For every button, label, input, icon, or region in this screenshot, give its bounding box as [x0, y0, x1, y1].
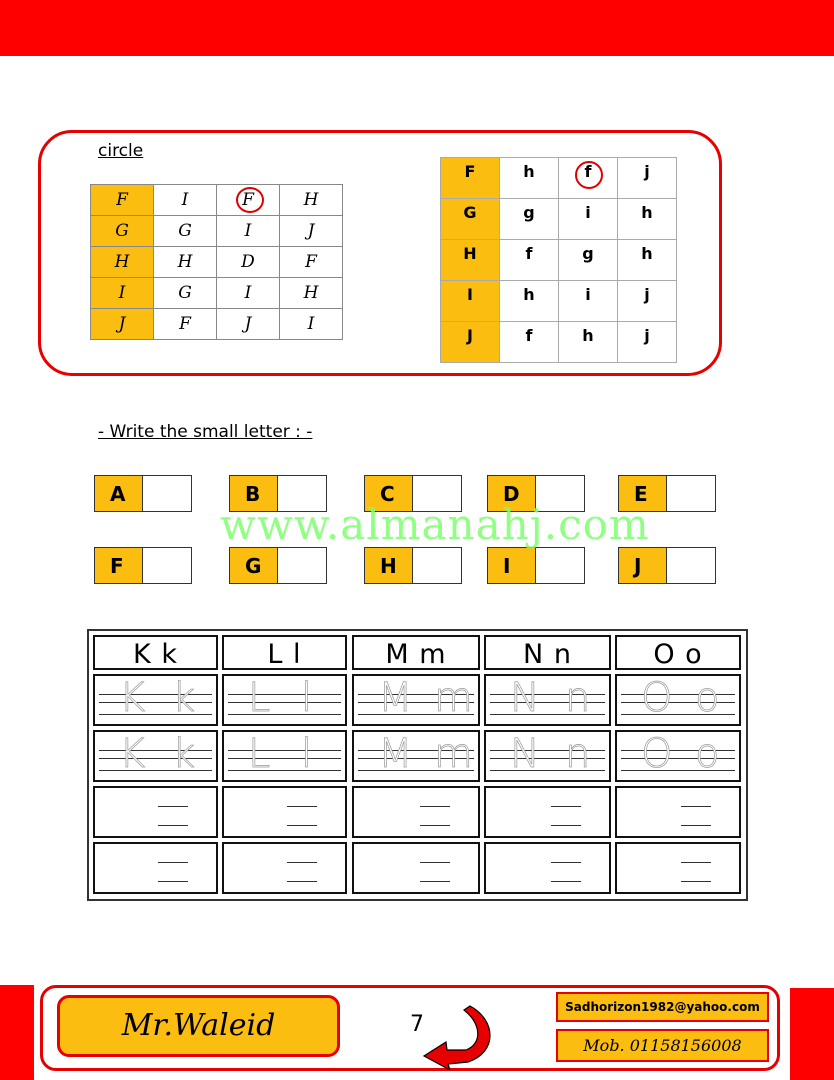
writing-cell[interactable] [484, 786, 611, 838]
trace-cell[interactable] [484, 674, 611, 726]
trace-cell[interactable] [615, 674, 741, 726]
capital-letter: G [230, 548, 278, 583]
table-row [91, 247, 343, 278]
letter-cell-circled[interactable] [217, 185, 280, 216]
answer-box[interactable] [667, 548, 715, 583]
trace-capital: M [378, 731, 413, 777]
trace-cell[interactable] [352, 674, 480, 726]
page-number: 7 [410, 1012, 424, 1037]
letter-cell[interactable]: j [618, 322, 677, 363]
capital-letter: J [619, 548, 667, 583]
trace-cell[interactable] [484, 730, 611, 782]
row-head-cell: J [441, 322, 500, 363]
guide-line [420, 806, 450, 807]
practice-header-label: L l [267, 639, 302, 670]
email-label: Sadhorizon1982@yahoo.com [556, 992, 769, 1022]
letter-pair-j [618, 547, 716, 584]
guide-line [287, 881, 317, 882]
letter-cell[interactable]: h [618, 199, 677, 240]
trace-small: l [301, 675, 313, 721]
trace-cell[interactable] [615, 730, 741, 782]
trace-small: n [565, 731, 591, 777]
sans-letter-table [440, 157, 677, 363]
trace-small: k [172, 675, 196, 721]
letter-pair-g [229, 547, 327, 584]
guide-line [228, 714, 341, 715]
guide-line [551, 806, 581, 807]
guide-line [158, 825, 188, 826]
letter-text: f [584, 162, 592, 181]
letter-cell[interactable]: h [500, 158, 559, 199]
letter-pair-h [364, 547, 462, 584]
row-head-cell: I [441, 281, 500, 322]
guide-line [228, 758, 341, 759]
trace-cell[interactable] [352, 730, 480, 782]
letter-cell[interactable]: h [559, 322, 618, 363]
letter-cell[interactable]: j [618, 281, 677, 322]
letter-cell[interactable]: G [154, 216, 217, 247]
trace-cell[interactable] [93, 730, 218, 782]
table-row [441, 322, 677, 363]
guide-line [420, 881, 450, 882]
row-head-cell: J [91, 309, 154, 340]
serif-letter-table [90, 184, 343, 340]
guide-line [158, 862, 188, 863]
guide-line [158, 806, 188, 807]
practice-header-label: N n [523, 639, 572, 670]
circle-title: circle [98, 141, 144, 161]
trace-capital: N [510, 675, 540, 721]
capital-letter: I [488, 548, 536, 583]
trace-capital: O [641, 675, 673, 721]
guide-line [551, 881, 581, 882]
row-head-cell: F [441, 158, 500, 199]
letter-cell[interactable]: F [280, 247, 343, 278]
writing-cell[interactable] [484, 842, 611, 894]
capital-letter: F [95, 548, 143, 583]
capital-letter: C [365, 476, 413, 511]
guide-line [681, 862, 711, 863]
practice-header-label: O o [653, 639, 703, 670]
trace-capital: N [510, 731, 540, 777]
row-head-cell: G [91, 216, 154, 247]
practice-header-cell [352, 635, 480, 670]
letter-text: F [242, 190, 254, 210]
answer-box[interactable] [413, 548, 461, 583]
capital-letter: E [619, 476, 667, 511]
guide-line [681, 825, 711, 826]
practice-header-cell [615, 635, 741, 670]
letter-cell[interactable]: g [500, 199, 559, 240]
writing-cell[interactable] [93, 786, 218, 838]
answer-box[interactable] [143, 476, 191, 511]
writing-cell[interactable] [222, 842, 347, 894]
table-row [441, 158, 677, 199]
practice-header-label: K k [133, 639, 178, 670]
guide-line [228, 750, 341, 751]
letter-cell[interactable]: j [618, 158, 677, 199]
table-row [91, 216, 343, 247]
row-head-cell: F [91, 185, 154, 216]
practice-header-cell [222, 635, 347, 670]
writing-cell[interactable] [352, 842, 480, 894]
red-circle-mark [575, 161, 603, 189]
footer-right-accent [790, 988, 834, 1080]
writing-cell[interactable] [615, 842, 741, 894]
letter-cell[interactable]: F [154, 309, 217, 340]
letter-pair-a [94, 475, 192, 512]
trace-cell[interactable] [93, 674, 218, 726]
guide-line [228, 770, 341, 771]
writing-cell[interactable] [222, 786, 347, 838]
trace-capital: O [641, 731, 673, 777]
curved-arrow-icon [418, 1000, 498, 1070]
row-head-cell: H [91, 247, 154, 278]
row-head-cell: G [441, 199, 500, 240]
letter-cell[interactable]: h [618, 240, 677, 281]
trace-small: m [434, 731, 473, 777]
capital-letter: H [365, 548, 413, 583]
letter-cell[interactable]: I [217, 278, 280, 309]
trace-capital: L [248, 731, 271, 777]
row-head-cell: H [441, 240, 500, 281]
practice-header-cell [484, 635, 611, 670]
mobile-label: Mob. 01158156008 [556, 1029, 769, 1062]
trace-capital: M [378, 675, 413, 721]
answer-box[interactable] [278, 548, 326, 583]
table-row [441, 240, 677, 281]
practice-header-label: M m [385, 639, 447, 670]
letter-cell[interactable]: J [217, 309, 280, 340]
table-row [91, 309, 343, 340]
letter-cell[interactable]: H [154, 247, 217, 278]
trace-capital: L [248, 675, 271, 721]
trace-small: n [565, 675, 591, 721]
writing-cell[interactable] [93, 842, 218, 894]
write-section-title: - Write the small letter : - [98, 422, 313, 442]
guide-line [551, 825, 581, 826]
guide-line [681, 881, 711, 882]
guide-line [420, 825, 450, 826]
answer-box[interactable] [667, 476, 715, 511]
trace-cell[interactable] [222, 730, 347, 782]
letter-cell[interactable]: f [500, 240, 559, 281]
trace-capital: K [119, 731, 146, 777]
guide-line [228, 702, 341, 703]
trace-small: o [695, 675, 720, 721]
red-circle-mark [236, 187, 264, 213]
row-head-cell: I [91, 278, 154, 309]
table-row [91, 185, 343, 216]
practice-header-cell [93, 635, 218, 670]
teacher-name: Mr.Waleid [57, 995, 340, 1057]
letter-cell[interactable]: i [559, 199, 618, 240]
guide-line [158, 881, 188, 882]
writing-cell[interactable] [352, 786, 480, 838]
letter-cell[interactable]: H [280, 278, 343, 309]
letter-cell[interactable]: h [500, 281, 559, 322]
trace-small: k [172, 731, 196, 777]
letter-cell[interactable]: J [280, 216, 343, 247]
guide-line [228, 694, 341, 695]
guide-line [287, 825, 317, 826]
table-row [91, 278, 343, 309]
letter-cell[interactable]: g [559, 240, 618, 281]
capital-letter: A [95, 476, 143, 511]
letter-cell[interactable]: H [280, 185, 343, 216]
capital-letter: D [488, 476, 536, 511]
guide-line [287, 862, 317, 863]
top-banner [0, 0, 834, 56]
letter-cell[interactable]: D [217, 247, 280, 278]
watermark: www.almanahj.com [220, 500, 650, 549]
guide-line [681, 806, 711, 807]
writing-cell[interactable] [615, 786, 741, 838]
guide-line [420, 862, 450, 863]
trace-small: m [434, 675, 473, 721]
capital-letter: B [230, 476, 278, 511]
letter-cell[interactable]: I [154, 185, 217, 216]
table-row [441, 199, 677, 240]
trace-cell[interactable] [222, 674, 347, 726]
guide-line [551, 862, 581, 863]
trace-small: l [301, 731, 313, 777]
trace-capital: K [119, 675, 146, 721]
letter-cell[interactable]: I [217, 216, 280, 247]
letter-pair-f [94, 547, 192, 584]
guide-line [287, 806, 317, 807]
letter-pair-i [487, 547, 585, 584]
trace-small: o [695, 731, 720, 777]
answer-box[interactable] [536, 548, 584, 583]
letter-cell[interactable]: G [154, 278, 217, 309]
letter-cell[interactable]: I [280, 309, 343, 340]
letter-cell-circled[interactable] [559, 158, 618, 199]
table-row [441, 281, 677, 322]
answer-box[interactable] [143, 548, 191, 583]
footer-left-accent [0, 985, 34, 1080]
letter-cell[interactable]: i [559, 281, 618, 322]
letter-cell[interactable]: f [500, 322, 559, 363]
